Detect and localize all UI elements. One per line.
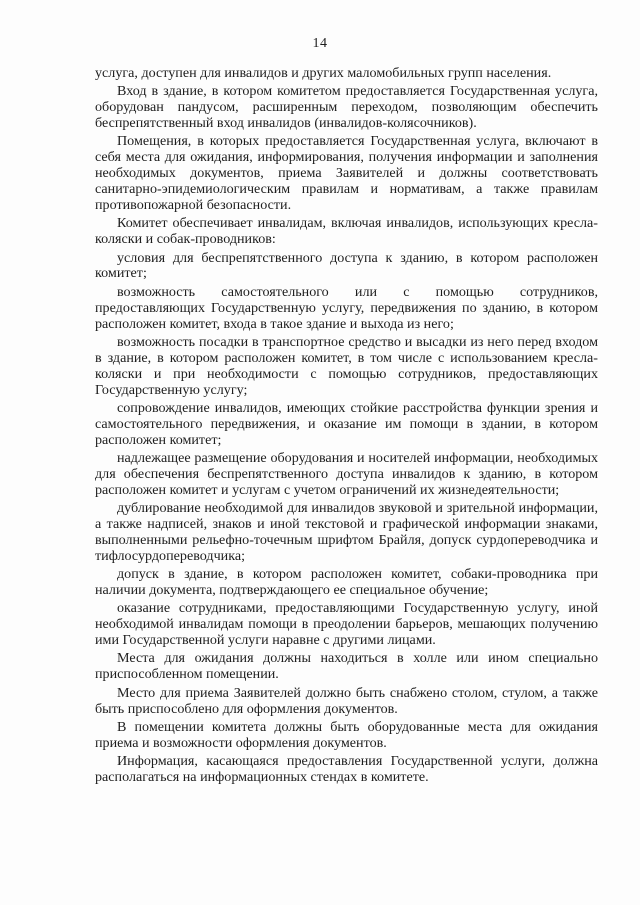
paragraph-reception-place: Место для приема Заявителей должно быть снабжено столом, стулом, а также быть приспособлено для оформления документов.: [95, 684, 598, 717]
list-item-transport: возможность посадки в транспортное средство и высадки из него перед входом в здание, в котором расположен комитет, в том числе с использованием кресла-коляски и при необходимости с помощью сотрудников, предоставляющих Государственную услугу;: [95, 333, 598, 398]
list-item-duplication: дублирование необходимой для инвалидов звуковой и зрительной информации, а также надписей, знаков и иной текстовой и графической информации знаками, выполненными рельефно-точечным шрифтом Брайля, допуск сурдопереводчика и тифлосурдопереводчика;: [95, 500, 598, 564]
paragraph-entrance: Вход в здание, в котором комитетом предоставляется Государственная услуга, оборудован пандусом, расширенным переходом, позволяющим обеспечить беспрепятственный вход инвалидов (инвалидов-колясочников).: [95, 83, 598, 132]
page-number: 14: [312, 36, 328, 51]
paragraph-information-stands: Информация, касающаяся предоставления Государственной услуги, должна располагаться на информационных стендах в комитете.: [95, 753, 598, 785]
list-item-equipment: надлежащее размещение оборудования и носителей информации, необходимых для обеспечения беспрепятственного доступа инвалидов к зданию, в котором расположен комитет и услугам с учетом ограничений их жизнедеятельности;: [95, 449, 598, 498]
list-item-access-conditions: условия для беспрепятственного доступа к зданию, в котором расположен комитет;: [95, 249, 598, 282]
paragraph-committee-provides: Комитет обеспечивает инвалидам, включая инвалидов, использующих кресла-коляски и собак-проводников:: [95, 215, 598, 248]
paragraph-continuation: услуга, доступен для инвалидов и других маломобильных групп населения.: [95, 65, 552, 81]
document-body: [95, 66, 598, 788]
list-item-guide-dog: допуск в здание, в котором расположен комитет, собаки-проводника при наличии документа, подтверждающего ее специальное обучение;: [95, 566, 598, 598]
list-item-escort: сопровождение инвалидов, имеющих стойкие расстройства функции зрения и самостоятельного передвижения, и оказание им помощи в здании, в котором расположен комитет;: [95, 399, 598, 448]
paragraph-premises: Помещения, в которых предоставляется Государственная услуга, включают в себя места для ожидания, информирования, получения информации и заполнения необходимых документов, приема Заявителей и должны соответствовать санитарно-эпидемиологическим правилам и нормативам, а также правилам противопожарной безопасности.: [95, 133, 598, 214]
paragraph-waiting-area: Места для ожидания должны находиться в холле или ином специально приспособленном помещении.: [95, 650, 598, 683]
list-item-movement: возможность самостоятельного или с помощью сотрудников, предоставляющих Государственную услугу, передвижения по зданию, в котором расположен комитет, входа в такое здание и выхода из него;: [95, 283, 598, 332]
paragraph-equipped-places: В помещении комитета должны быть оборудованные места для ожидания приема и возможности оформления документов.: [95, 718, 598, 751]
list-item-assistance: оказание сотрудниками, предоставляющими Государственную услугу, иной необходимой инвалидам помощи в преодолении барьеров, мешающих получению ими Государственной услуги наравне с другими лицами.: [95, 600, 598, 649]
